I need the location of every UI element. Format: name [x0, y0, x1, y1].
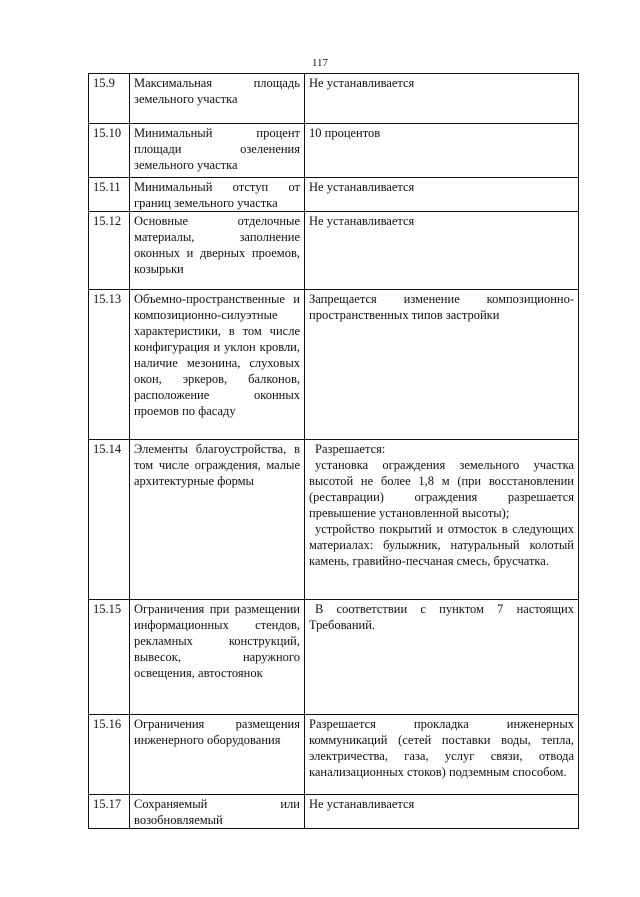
row-value — [305, 715, 579, 795]
table-row — [89, 440, 579, 600]
row-number: 15.16 — [89, 715, 130, 795]
value-paragraph: 10 процентов — [309, 126, 381, 140]
row-number: 15.9 — [89, 74, 130, 124]
row-value — [305, 124, 579, 178]
value-paragraph: Не устанавливается — [309, 76, 415, 90]
page-number: 117 — [311, 57, 329, 69]
table-row — [89, 600, 579, 715]
row-value — [305, 440, 579, 600]
value-paragraph: Не устанавливается — [309, 797, 415, 811]
row-parameter: Объемно-пространственные и композиционно-силуэтные характеристики, в том числе конфигурация и уклон кровли, наличие мезонина, слуховых окон, эркеров, балконов, расположение оконных проемов по фасаду — [130, 290, 305, 440]
row-value — [305, 795, 579, 829]
row-parameter: Основные отделочные материалы, заполнение оконных и дверных проемов, козырьки — [130, 212, 305, 290]
row-value — [305, 212, 579, 290]
row-parameter: Сохраняемый или возобновляемый — [130, 795, 305, 829]
row-parameter: Элементы благоустройства, в том числе ограждения, малые архитектурные формы — [130, 440, 305, 600]
row-number: 15.14 — [89, 440, 130, 600]
row-parameter: Ограничения при размещении информационных стендов, рекламных конструкций, вывесок, наружного освещения, автостоянок — [130, 600, 305, 715]
row-number: 15.10 — [89, 124, 130, 178]
row-value — [305, 290, 579, 440]
row-parameter: Минимальный процент площади озеленения земельного участка — [130, 124, 305, 178]
row-number: 15.13 — [89, 290, 130, 440]
row-parameter: Ограничения размещения инженерного оборудования — [130, 715, 305, 795]
table-row — [89, 795, 579, 829]
row-parameter: Максимальная площадь земельного участка — [130, 74, 305, 124]
value-paragraph: Не устанавливается — [309, 180, 415, 194]
row-value — [305, 600, 579, 715]
row-number: 15.12 — [89, 212, 130, 290]
requirements-table — [88, 73, 579, 829]
row-number: 15.15 — [89, 600, 130, 715]
row-value — [305, 178, 579, 212]
value-paragraph: Не устанавливается — [309, 214, 415, 228]
value-paragraph: устройство покрытий и отмосток в следующих материалах: булыжник, натуральный колотый камень, гравийно-песчаная смесь, брусчатка. — [309, 522, 574, 568]
row-number: 15.17 — [89, 795, 130, 829]
value-paragraph: установка ограждения земельного участка высотой не более 1,8 м (при восстановлении (реставрации) ограждения разрешается превышение установленной высоты); — [309, 458, 574, 520]
table-row — [89, 74, 579, 124]
value-paragraph: В соответствии с пунктом 7 настоящих Требований. — [309, 602, 574, 632]
value-paragraph: Разрешается прокладка инженерных коммуникаций (сетей поставки воды, тепла, электричества, газа, услуг связи, отвода канализационных стоков) подземным способом. — [309, 717, 574, 779]
value-paragraph: Запрещается изменение композиционно-пространственных типов застройки — [309, 292, 574, 322]
table-row — [89, 715, 579, 795]
table-row — [89, 212, 579, 290]
row-parameter: Минимальный отступ от границ земельного участка — [130, 178, 305, 212]
table-row — [89, 290, 579, 440]
table-row — [89, 124, 579, 178]
table-row — [89, 178, 579, 212]
value-paragraph: Разрешается: — [315, 442, 386, 456]
row-value — [305, 74, 579, 124]
row-number: 15.11 — [89, 178, 130, 212]
